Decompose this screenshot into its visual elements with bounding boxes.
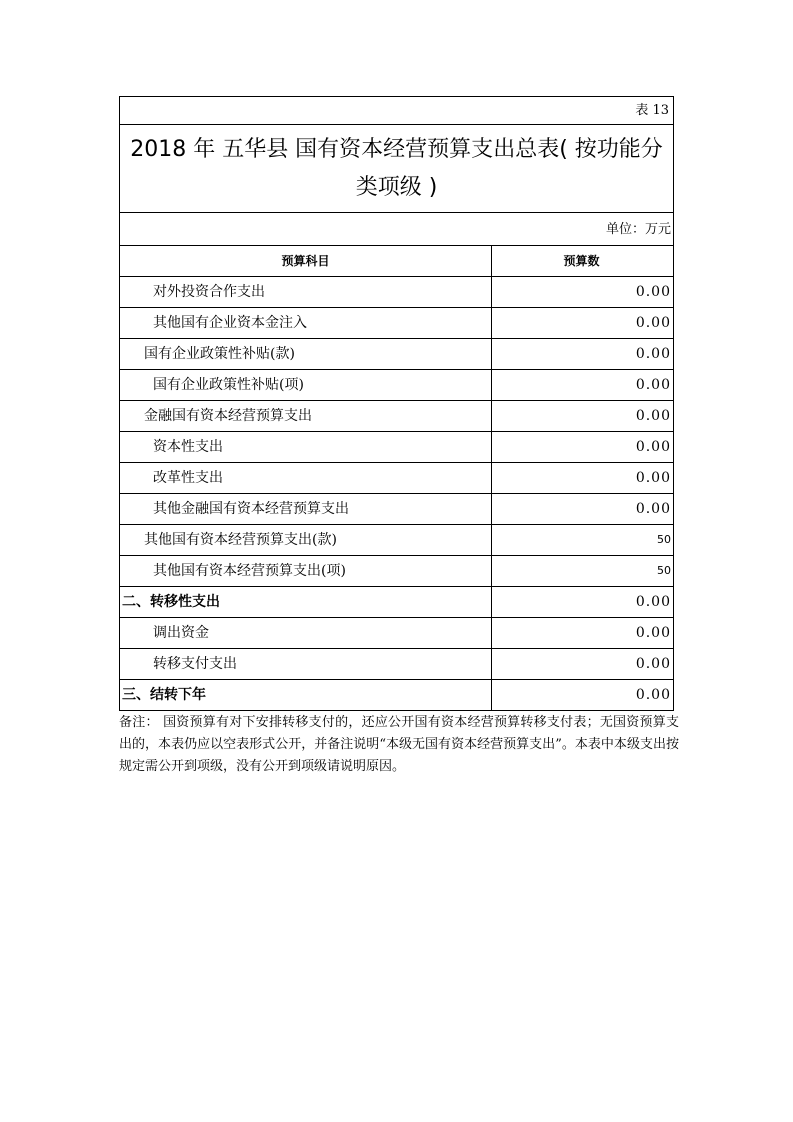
row-subject: 二、转移性支出 (120, 587, 492, 617)
table-row (120, 308, 673, 339)
row-subject: 其他金融国有资本经营预算支出 (120, 494, 492, 524)
row-subject: 国有企业政策性补贴(项) (120, 370, 492, 400)
row-amount: 0.00 (635, 439, 671, 455)
row-amount: 50 (657, 533, 671, 546)
row-amount: 0.00 (635, 625, 671, 641)
table-row (120, 432, 673, 463)
table-row (120, 370, 673, 401)
row-subject: 三、结转下年 (120, 680, 492, 710)
header-row (120, 246, 673, 277)
row-amount: 0.00 (635, 408, 671, 424)
row-subject: 调出资金 (120, 618, 492, 648)
row-amount: 0.00 (635, 687, 671, 703)
row-amount: 0.00 (635, 346, 671, 362)
table-row (120, 649, 673, 680)
table-row (120, 463, 673, 494)
table-row (120, 525, 673, 556)
unit-label: 单位：万元 (120, 213, 673, 246)
row-subject: 对外投资合作支出 (120, 277, 492, 307)
table-row (120, 680, 673, 711)
table-row (120, 401, 673, 432)
header-amount: 预算数 (563, 254, 600, 268)
row-subject: 金融国有资本经营预算支出 (120, 401, 492, 431)
table-row (120, 587, 673, 618)
row-subject: 资本性支出 (120, 432, 492, 462)
row-subject: 其他国有资本经营预算支出(款) (120, 525, 492, 555)
row-subject: 转移支付支出 (120, 649, 492, 679)
row-amount: 0.00 (635, 377, 671, 393)
table-title (120, 125, 673, 213)
row-subject: 国有企业政策性补贴(款) (120, 339, 492, 369)
table-row (120, 277, 673, 308)
row-amount: 0.00 (635, 656, 671, 672)
row-amount: 0.00 (635, 501, 671, 517)
table-number: 表 13 (120, 97, 673, 125)
budget-table (119, 96, 674, 711)
row-amount: 0.00 (635, 594, 671, 610)
table-row (120, 494, 673, 525)
table-row (120, 618, 673, 649)
header-subject: 预算科目 (120, 246, 492, 276)
row-amount: 50 (657, 564, 671, 577)
row-amount: 0.00 (635, 315, 671, 331)
row-subject: 改革性支出 (120, 463, 492, 493)
table-row (120, 556, 673, 587)
table-row (120, 339, 673, 370)
footnote: 备注： 国资预算有对下安排转移支付的，还应公开国有资本经营预算转移支付表；无国资预算支出的，本表仍应以空表形式公开，并备注说明“本级无国有资本经营预算支出”。本表中本级支出按规定需公开到项级，没有公开到项级请说明原因。 (119, 715, 679, 774)
title-text: 2018 年 五华县 国有资本经营预算支出总表( 按功能分类项级 ) (130, 136, 663, 200)
row-amount: 0.00 (635, 284, 671, 300)
row-subject: 其他国有资本经营预算支出(项) (120, 556, 492, 586)
row-amount: 0.00 (635, 470, 671, 486)
row-subject: 其他国有企业资本金注入 (120, 308, 492, 338)
